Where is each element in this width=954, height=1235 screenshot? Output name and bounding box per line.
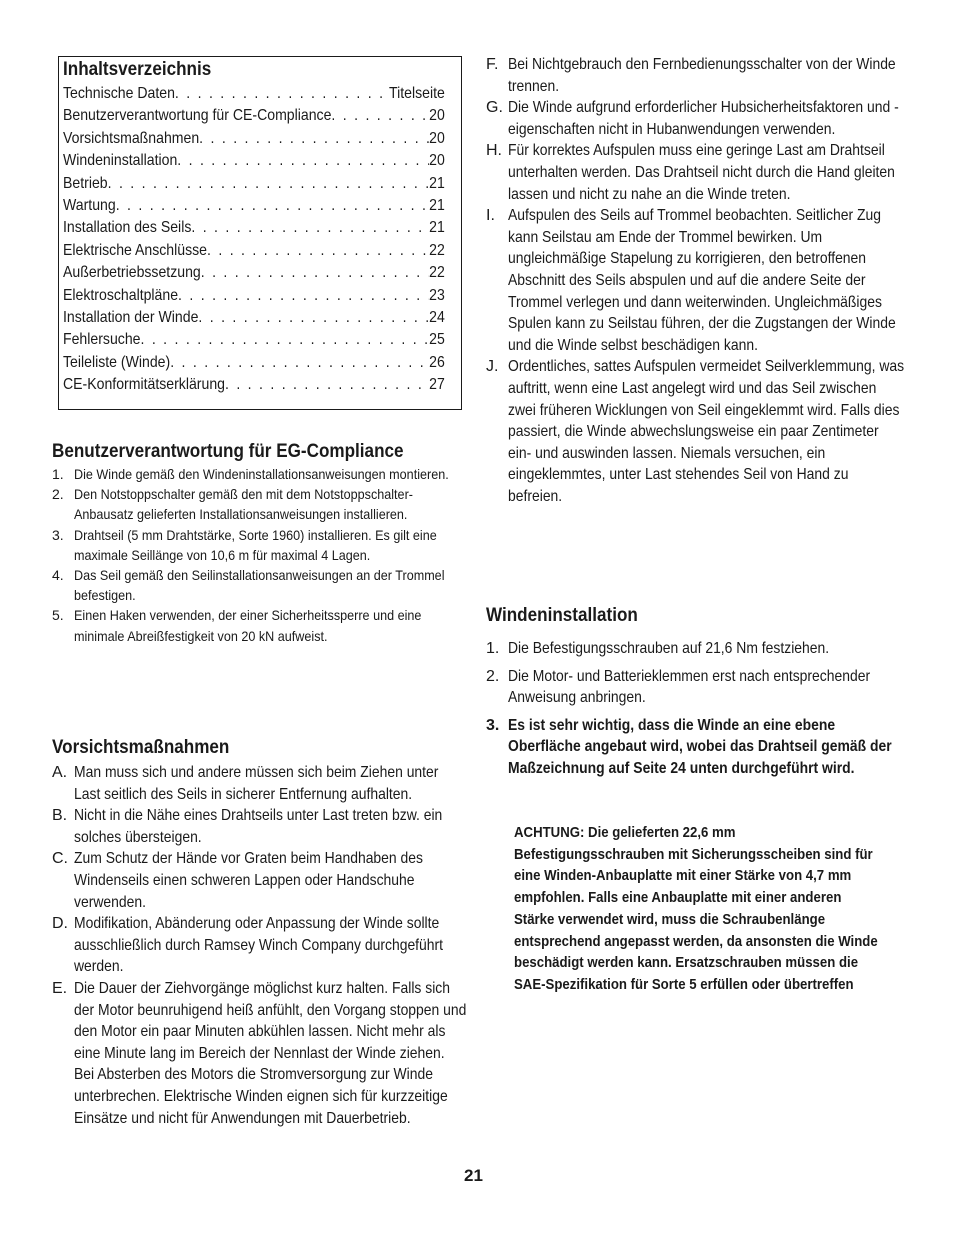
compliance-heading: Benutzerverantwortung für EG-Compliance	[52, 441, 404, 462]
toc-entry-page: 21	[429, 219, 445, 237]
list-item-text: Zum Schutz der Hände vor Graten beim Handhaben des Windenseils einen schweren Lappen oder Handschuhe verwenden.	[74, 850, 423, 911]
list-marker: A.	[52, 764, 68, 781]
list-item-text: Für korrektes Aufspulen muss eine geringe Last am Drahtseil unterhalten werden. Das Drahtseil nicht durch die Hand gleiten lassen und nicht zu nahe an die Winde treten.	[508, 142, 895, 203]
toc-entry-page: 20	[429, 152, 445, 170]
list-marker: 4.	[52, 567, 64, 584]
list-marker: B.	[52, 807, 68, 825]
toc-entry	[63, 352, 445, 374]
toc-entry	[63, 173, 445, 195]
caution-note: ACHTUNG: Die gelieferten 22,6 mm Befestigungsschrauben mit Sicherungsscheiben sind für eine Winden-Anbauplatte mit einer Stärke von 4,7 mm empfohlen. Falls eine Anbauplatte mit einer anderen Stärke verwendet wird, muss die Schraubenlänge entsprechend angepasst werden, da ansonsten die Winde beschädigt werden kann. Ersatzschrauben müssen die SAE-Spezifikation für Sorte 5 erfüllen oder übertreffen	[514, 824, 878, 993]
list-item	[486, 638, 904, 660]
toc-entry-page: 23	[429, 286, 445, 304]
installation-heading: Windeninstallation	[486, 605, 638, 626]
toc-entry	[63, 217, 445, 239]
toc-entry	[63, 83, 445, 105]
list-item	[52, 978, 468, 1129]
toc-entry	[63, 374, 445, 396]
toc-entry-page: 22	[429, 264, 445, 282]
list-item	[52, 913, 468, 978]
toc-entry-title: Elektrische Anschlüsse	[63, 241, 208, 259]
list-item	[486, 54, 904, 97]
list-item-text: Man muss sich und andere müssen sich beim Ziehen unter Last seitlich des Seils in sicherer Entfernung aufhalten.	[74, 764, 439, 803]
toc-leader-dots	[140, 329, 429, 351]
list-item	[52, 848, 468, 913]
toc-entry	[63, 240, 445, 262]
list-marker: 1.	[52, 466, 64, 482]
list-item-text: Das Seil gemäß den Seilinstallationsanweisungen an der Trommel befestigen.	[74, 567, 445, 604]
toc-leader-dots	[116, 195, 429, 217]
list-item	[486, 356, 904, 507]
toc-leader-dots	[191, 217, 429, 239]
list-item-text: Ordentliches, sattes Aufspulen vermeidet Seilverklemmung, was auftritt, wenn eine Last angelegt wird und das Seil zwischen zwei früheren Wicklungen von Seil eingeklemmt wird. Falls dies passiert, die Winde abwechslungsweise ein paar Zentimeter ein- und auswinden lassen. Niemals versuchen, ein eingeklemmtes, unter Last stehendes Seil von Hand zu befreien.	[508, 358, 905, 505]
toc-leader-dots	[198, 307, 429, 329]
toc-entry	[63, 307, 445, 329]
toc-entry	[63, 150, 445, 172]
toc-entry-title: Außerbetriebssetzung	[63, 264, 201, 282]
toc-title: Inhaltsverzeichnis	[63, 59, 212, 80]
toc-entry-title: Wartung	[63, 197, 116, 215]
list-item-text: Aufspulen des Seils auf Trommel beobachten. Seitlicher Zug kann Seilstau am Ende der Trommel bewirken. Um ungleichmäßige Stapelung zu korrigieren, den betroffenen Abschnitt des Seils abspulen und auf die andere Seite der Trommel verlegen und dann weiterwinden. Ungleichmäßiges Spulen kann zu Seilstau führen, der die Zugstangen der Winde und die Winde selbst beschädigen kann.	[508, 207, 896, 354]
list-item	[486, 715, 904, 780]
list-item	[486, 205, 904, 356]
toc-leader-dots	[108, 173, 430, 195]
toc-entry-title: Windeninstallation	[63, 152, 178, 170]
list-marker: C.	[52, 850, 68, 868]
toc-entry-page: 27	[429, 376, 445, 394]
toc-entry-page: 24	[429, 309, 445, 327]
list-item-text: Die Dauer der Ziehvorgänge möglichst kurz halten. Falls sich der Motor beunruhigend heiß anfühlt, den Vorgang stoppen und den Motor ein paar Minuten abkühlen lassen. Nicht mehr als eine Minute lang im Bereich der Nennlast der Winde ziehen. Bei Absterben des Motors die Stromversorgung zur Winde unterbrechen. Elektrische Winden eignen sich für kurzzeitige Einsätze und nicht für Anwendungen mit Dauerbetrieb.	[74, 979, 467, 1127]
toc-entry	[63, 105, 445, 127]
toc-entry-title: CE-Konformitätserklärung	[63, 376, 225, 394]
installation-list	[486, 638, 904, 786]
list-marker: D.	[52, 915, 68, 933]
list-item	[486, 97, 904, 140]
toc-leader-dots	[225, 374, 429, 396]
list-marker: 2.	[52, 486, 64, 503]
list-item-text: Modifikation, Abänderung oder Anpassung der Winde sollte ausschließlich durch Ramsey Winch Company durchgeführt werden.	[74, 915, 444, 976]
list-item-text: Drahtseil (5 mm Drahtstärke, Sorte 1960) installieren. Es gilt eine maximale Seillänge von 10,6 m für maximal 4 Lagen.	[74, 526, 437, 563]
list-marker: G.	[486, 99, 503, 117]
list-marker: I.	[486, 207, 495, 225]
list-item-text: Den Notstoppschalter gemäß den mit dem Notstoppschalter-Anbausatz gelieferten Installationsanweisungen installieren.	[74, 486, 413, 523]
toc-entry	[63, 128, 445, 150]
list-item-text: Es ist sehr wichtig, dass die Winde an eine ebene Oberfläche angebaut wird, wobei das Drahtseil gemäß der Maßzeichnung auf Seite 24 unten durchgeführt wird.	[508, 716, 892, 777]
list-item	[486, 666, 904, 709]
list-marker: 3.	[486, 716, 500, 734]
toc-entry-title: Technische Daten	[63, 85, 175, 102]
toc-leader-dots	[201, 262, 429, 284]
toc-entry-page: 25	[429, 331, 445, 349]
toc-entry	[63, 285, 445, 307]
list-item	[486, 140, 904, 205]
toc-entry-title: Vorsichtsmaßnahmen	[63, 129, 200, 147]
list-marker: H.	[486, 142, 502, 160]
list-item	[52, 805, 468, 848]
toc-entry-page: 20	[429, 107, 445, 125]
list-item-text: Die Befestigungsschrauben auf 21,6 Nm festziehen.	[508, 640, 830, 657]
list-item	[52, 484, 452, 524]
toc-leader-dots	[199, 128, 429, 150]
toc-entry-title: Installation des Seils	[63, 219, 192, 237]
list-item	[52, 525, 452, 565]
list-item	[52, 605, 452, 645]
toc-entry-page: 20	[429, 129, 445, 147]
list-marker: E.	[52, 979, 68, 997]
list-item-text: Die Motor- und Batterieklemmen erst nach entsprechender Anweisung anbringen.	[508, 667, 871, 707]
toc-entry-title: Fehlersuche	[63, 331, 141, 349]
toc-entry-title: Benutzerverantwortung für CE-Compliance	[63, 107, 332, 125]
precautions-heading: Vorsichtsmaßnahmen	[52, 737, 230, 758]
toc-entry-title: Teileliste (Winde)	[63, 353, 171, 371]
toc-leader-dots	[207, 240, 429, 262]
list-marker: 2.	[486, 667, 500, 685]
toc-leader-dots	[178, 285, 429, 307]
precautions-list-left	[52, 762, 468, 1129]
toc-leader-dots	[175, 83, 389, 105]
toc-entry-title: Betrieb	[63, 174, 108, 192]
toc-entry	[63, 329, 445, 351]
toc-leader-dots	[331, 105, 429, 127]
list-item-text: Nicht in die Nähe eines Drahtseils unter Last treten bzw. ein solches übersteigen.	[74, 807, 443, 846]
list-marker: 5.	[52, 607, 64, 624]
table-of-contents	[58, 56, 462, 410]
toc-list	[63, 83, 447, 397]
toc-entry	[63, 195, 445, 217]
toc-entry-page: Titelseite	[389, 85, 445, 102]
toc-entry	[63, 262, 445, 284]
toc-entry-page: 26	[429, 353, 445, 371]
list-item	[52, 464, 452, 484]
list-marker: F.	[486, 56, 499, 73]
list-item-text: Bei Nichtgebrauch den Fernbedienungsschalter von der Winde trennen.	[508, 56, 896, 95]
toc-leader-dots	[177, 150, 429, 172]
toc-entry-page: 22	[429, 241, 445, 259]
toc-leader-dots	[170, 352, 429, 374]
toc-entry-page: 21	[429, 174, 445, 192]
page-number: 21	[464, 1166, 483, 1185]
compliance-list	[52, 464, 452, 646]
toc-entry-title: Elektroschaltpläne	[63, 286, 179, 304]
list-item	[52, 565, 452, 605]
list-marker: 3.	[52, 526, 64, 543]
list-item	[52, 762, 468, 805]
list-item-text: Einen Haken verwenden, der einer Sicherheitssperre und eine minimale Abreißfestigkeit von 20 kN aufweist.	[74, 607, 422, 644]
list-item-text: Die Winde aufgrund erforderlicher Hubsicherheitsfaktoren und -eigenschaften nicht in Hubanwendungen verwenden.	[508, 99, 899, 138]
toc-entry-page: 21	[429, 197, 445, 215]
toc-entry-title: Installation der Winde	[63, 309, 199, 327]
list-marker: 1.	[486, 640, 500, 657]
list-marker: J.	[486, 358, 499, 376]
precautions-list-right	[486, 54, 904, 507]
list-item-text: Die Winde gemäß den Windeninstallationsanweisungen montieren.	[74, 466, 449, 482]
